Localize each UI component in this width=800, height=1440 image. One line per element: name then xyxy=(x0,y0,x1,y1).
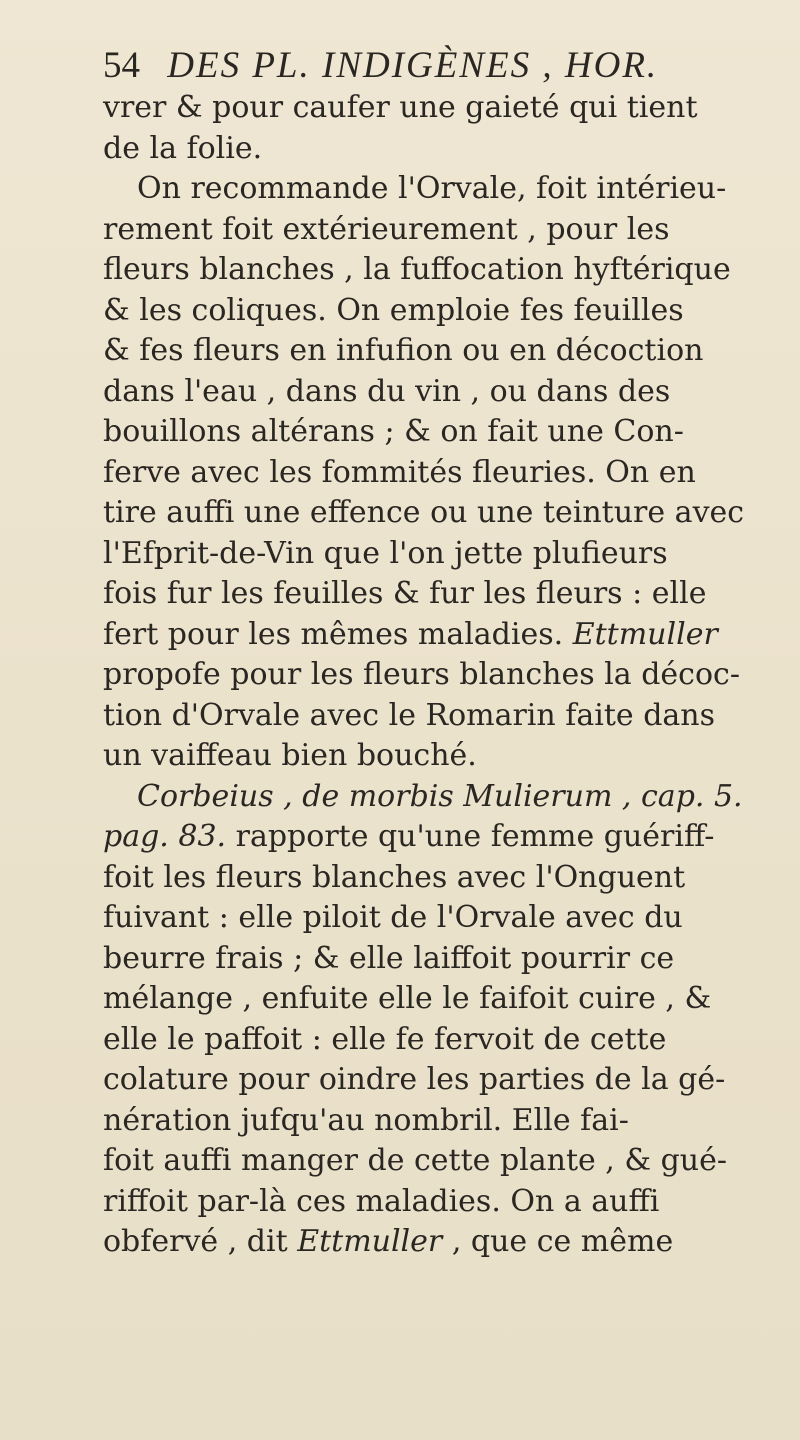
text-segment: , que ce même xyxy=(451,1224,674,1259)
text-line xyxy=(103,817,718,858)
text-line: On recommande l'Orvale, foit intérieu- xyxy=(137,171,727,206)
text-line: un vaiffeau bien bouché. xyxy=(103,738,477,773)
text-line: nération jufqu'au nombril. Elle fai- xyxy=(103,1102,629,1138)
text-line: tire auffi une effence ou une teinture avec xyxy=(103,495,745,530)
text-line: beurre frais ; & elle laiffoit pourrir ce xyxy=(103,940,675,976)
ink-mark xyxy=(444,1289,450,1329)
text-line: elle le paffoit : elle fe fervoit de cette xyxy=(103,1021,667,1057)
running-title: DES PL. INDIGÈNES , HOR. xyxy=(167,45,659,86)
text-line: vrer & pour caufer une gaieté qui tient xyxy=(103,90,698,125)
page-header xyxy=(103,36,703,96)
text-line: bouillons altérans ; & on fait une Con- xyxy=(103,414,684,449)
text-line: tion d'Orvale avec le Romarin faite dans xyxy=(103,697,715,733)
text-line: riffoit par-là ces maladies. On a auffi xyxy=(103,1183,660,1219)
text-line: fois fur les feuilles & fur les fleurs : elle xyxy=(103,576,707,611)
text-line xyxy=(103,1222,718,1263)
text-line: foit auffi manger de cette plante , & gué- xyxy=(103,1143,728,1178)
text-line: fuivant : elle piloit de l'Orvale avec du xyxy=(103,900,683,935)
citation-page: pag. 83. xyxy=(103,819,227,854)
text-line: & fes fleurs en infufion ou en décoction xyxy=(103,333,704,368)
text-segment: fert pour les mêmes maladies. xyxy=(103,616,564,652)
citation-line: Corbeius , de morbis Mulierum , cap. 5. xyxy=(137,778,743,814)
page-number: 54 xyxy=(103,45,140,86)
text-segment: obfervé , dit xyxy=(103,1224,288,1259)
author-name: Ettmuller xyxy=(572,616,718,652)
text-line: & les coliques. On emploie fes feuilles xyxy=(103,292,684,328)
author-name: Ettmuller xyxy=(297,1224,443,1259)
text-line: propofe pour les fleurs blanches la décoc- xyxy=(103,657,740,692)
text-line: fleurs blanches , la fuffocation hyftérique xyxy=(103,252,731,287)
text-line: de la folie. xyxy=(103,130,263,166)
text-line: dans l'eau , dans du vin , ou dans des xyxy=(103,373,671,409)
text-line: colature pour oindre les parties de la gé- xyxy=(103,1062,726,1097)
text-line: l'Efprit-de-Vin que l'on jette plufieurs xyxy=(103,535,668,571)
body-text xyxy=(103,88,745,1263)
text-line: foit les fleurs blanches avec l'Onguent xyxy=(103,859,686,895)
text-line: mélange , enfuite elle le faifoit cuire , & xyxy=(103,981,712,1016)
text-line: ferve avec les fommités fleuries. On en xyxy=(103,454,696,490)
text-segment: rapporte qu'une femme guériff- xyxy=(235,819,715,854)
text-line: rement foit extérieurement , pour les xyxy=(103,211,670,247)
text-line xyxy=(103,615,718,656)
